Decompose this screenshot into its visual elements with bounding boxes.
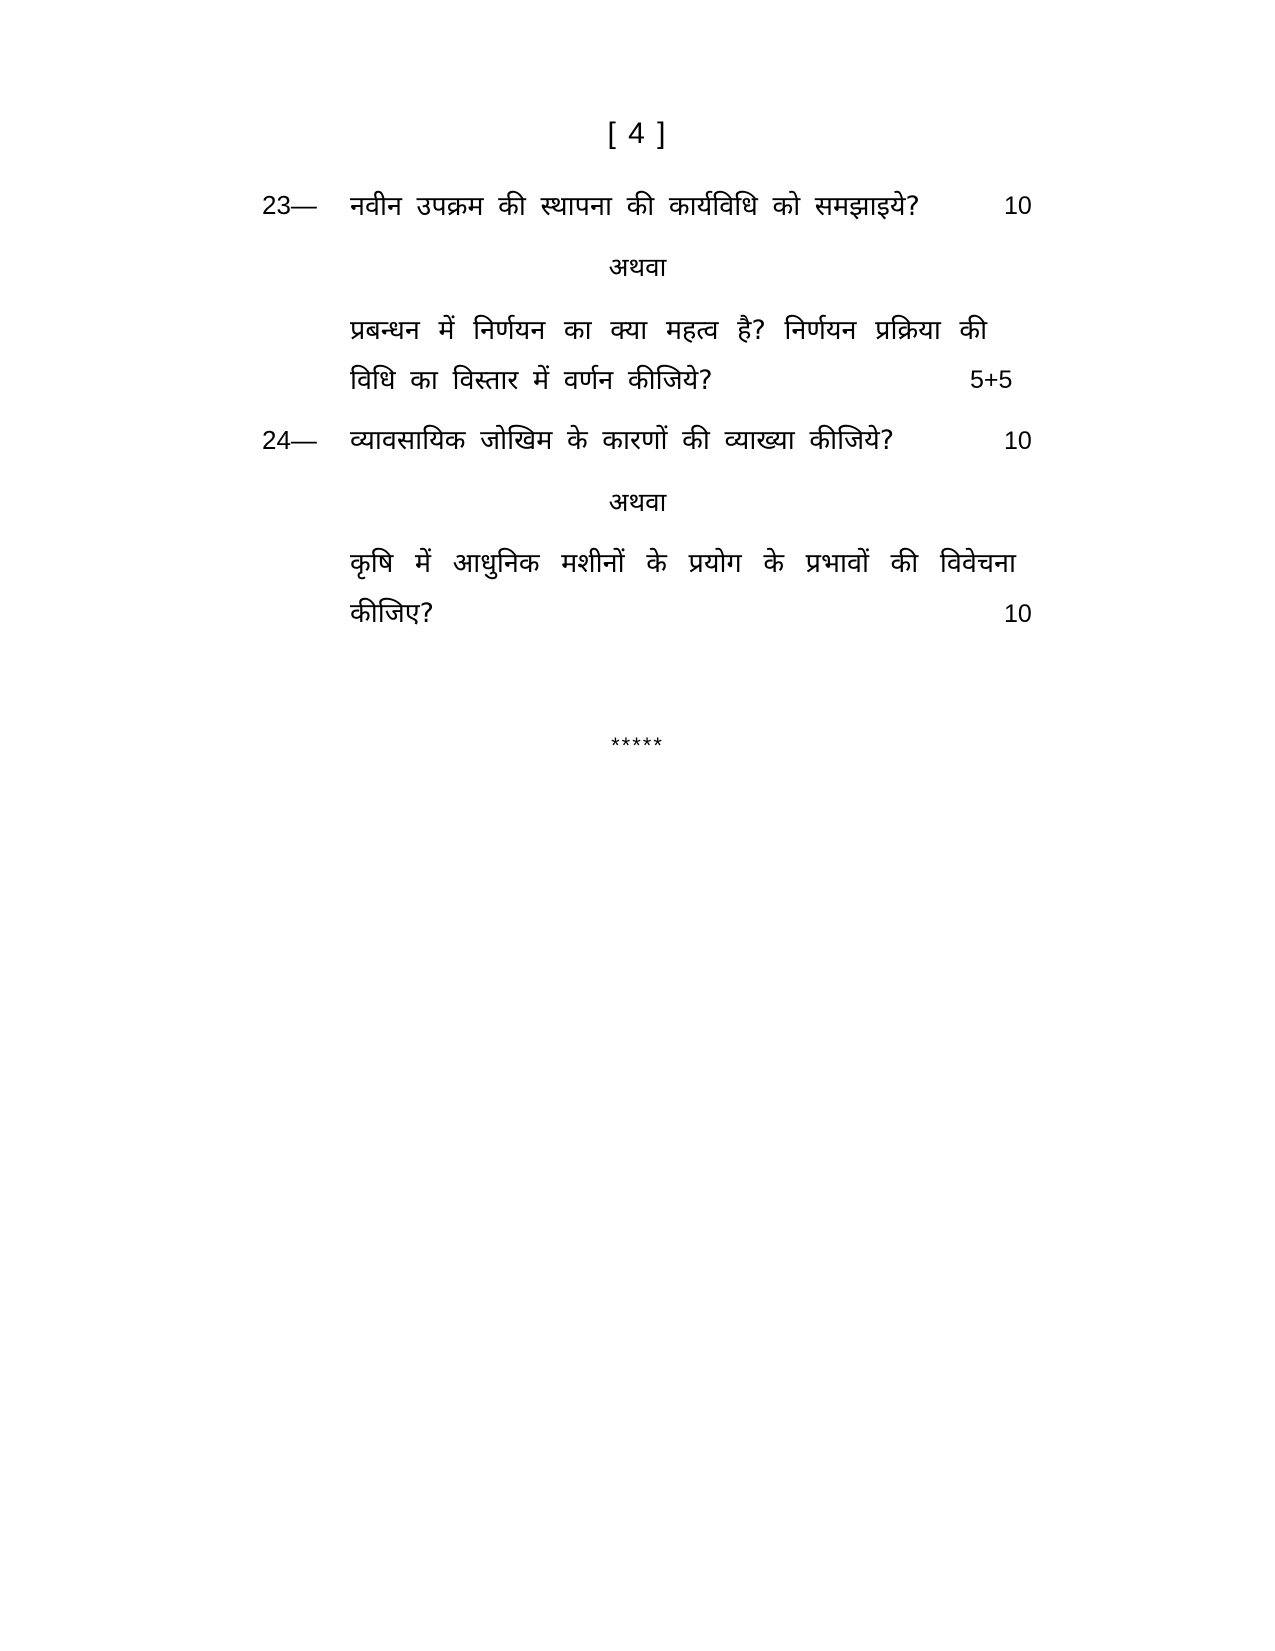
question-24-alt-line1: कृषि में आधुनिक मशीनों के प्रयोग के प्रभावों की विवेचना — [350, 548, 1017, 579]
question-23-alt-line2: विधि का विस्तार में वर्णन कीजिये? — [350, 365, 713, 396]
end-marker: ***** — [611, 733, 664, 758]
question-24-alt-line2: कीजिए? — [350, 598, 435, 629]
question-23-text: नवीन उपक्रम की स्थापना की कार्यविधि को समझाइये? — [350, 191, 920, 222]
or-label-23: अथवा — [608, 253, 667, 283]
question-24-text: व्यावसायिक जोखिम के कारणों की व्याख्या कीजिये? — [350, 425, 895, 456]
page-number: [ 4 ] — [607, 117, 668, 150]
question-23-number: 23— — [262, 190, 317, 220]
question-23-marks: 10 — [1004, 192, 1032, 220]
question-24-number: 24— — [262, 425, 317, 455]
or-label-24: अथवा — [608, 488, 667, 518]
question-23-alt-marks: 5+5 — [970, 366, 1013, 394]
question-23-alt-line1: प्रबन्धन में निर्णयन का क्या महत्व है? निर्णयन प्रक्रिया की — [350, 315, 988, 346]
question-24-marks: 10 — [1004, 427, 1032, 455]
question-24-alt-marks: 10 — [1004, 600, 1032, 628]
